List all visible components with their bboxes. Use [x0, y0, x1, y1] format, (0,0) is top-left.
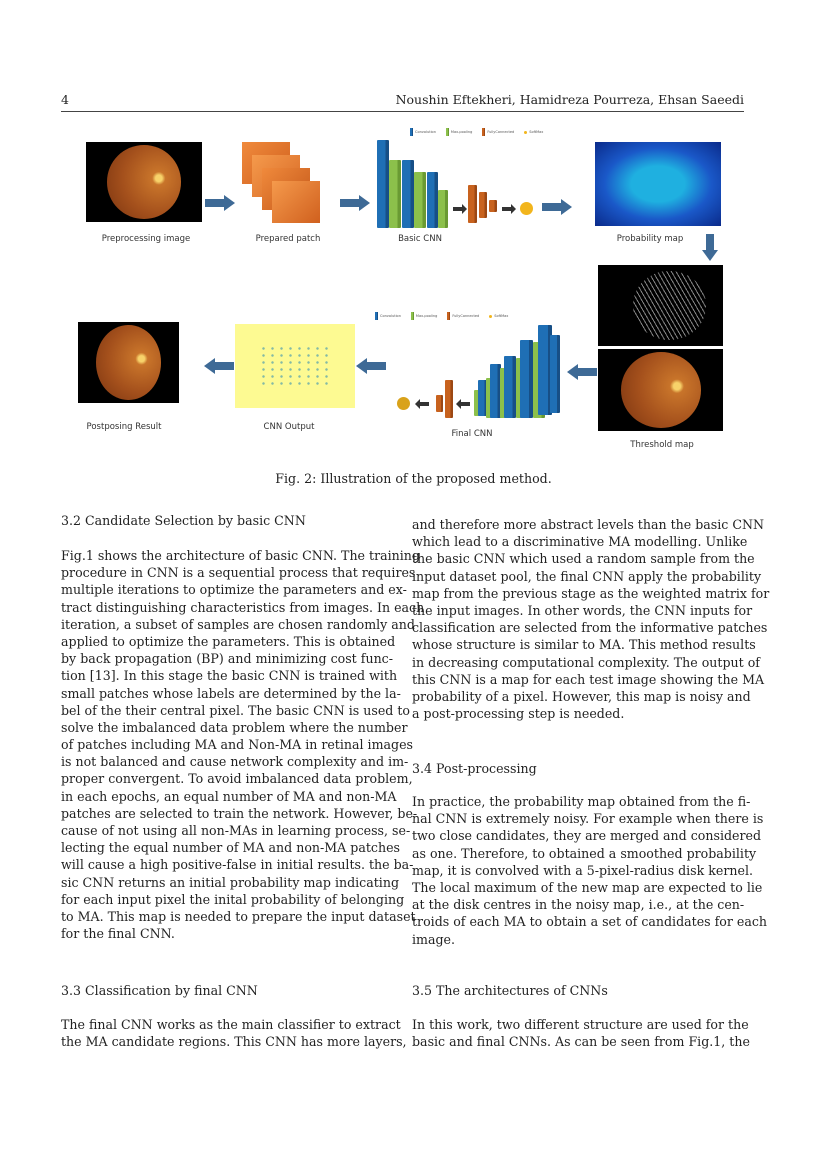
text-line: map, it is convolved with a 5-pixel-radius disk kernel. — [412, 862, 753, 878]
text-line: applied to optimize the parameters. This is obtained — [61, 633, 396, 649]
text-line: tion [13]. In this stage the basic CNN is trained with — [61, 668, 398, 684]
text-line: troids of each MA to obtain a set of candidates for each — [412, 914, 768, 930]
paragraph-3-4 — [412, 793, 768, 948]
text-line: small patches whose labels are determined by the la- — [61, 685, 401, 701]
probability-map-image — [595, 142, 721, 226]
figure-caption: Fig. 2: Illustration of the proposed method. — [275, 471, 552, 486]
arrow-right-icon — [542, 199, 572, 215]
section-heading-3-2: 3.2 Candidate Selection by basic CNN — [61, 513, 306, 528]
text-line: basic and final CNNs. As can be seen from Fig.1, the — [412, 1034, 750, 1050]
text-line: to MA. This map is needed to prepare the input dataset — [61, 908, 416, 924]
paragraph-3-3 — [61, 1016, 407, 1050]
paragraph-3-3-continued — [412, 516, 770, 722]
label-basic-cnn: Basic CNN — [398, 234, 442, 244]
text-line: cause of not using all non-MAs in learning process, se- — [61, 823, 411, 838]
text-line: in each epochs, an equal number of MA and non-MA — [61, 788, 397, 804]
text-line: nal CNN is extremely noisy. For example when there is — [412, 811, 764, 827]
arrow-left-icon — [204, 358, 234, 374]
arrow-right-icon — [340, 195, 370, 211]
text-line: Fig.1 shows the architecture of basic CNN. The training — [61, 548, 420, 563]
arrow-left-icon — [356, 358, 386, 374]
text-line: map from the previous stage as the weighted matrix for — [412, 585, 770, 601]
text-line: image. — [412, 931, 455, 947]
text-line: as one. Therefore, to obtained a smoothed probability — [412, 845, 757, 861]
label-postposing-result: Postposing Result — [86, 422, 162, 432]
text-line: the input images. In other words, the CNN inputs for — [412, 602, 753, 618]
text-line: is not balanced and cause network complexity and im- — [61, 754, 409, 770]
text-line: this CNN is a map for each test image showing the MA — [412, 671, 765, 687]
preprocessing-image — [86, 142, 202, 222]
arrow-left-icon — [567, 364, 597, 380]
cnn-output-image — [235, 324, 355, 408]
text-line: whose structure is similar to MA. This method results — [412, 637, 756, 653]
text-line: multiple iterations to optimize the parameters and ex- — [61, 582, 407, 598]
label-prepared-patch: Prepared patch — [255, 234, 321, 244]
text-line: tract distinguishing characteristics from images. In each — [61, 599, 425, 615]
text-line: in decreasing computational complexity. The output of — [412, 654, 760, 670]
text-line: iteration, a subset of samples are chosen randomly and — [61, 616, 415, 632]
text-line: probability of a pixel. However, this map is noisy and — [412, 688, 751, 704]
text-line: procedure in CNN is a sequential process that requires — [61, 565, 416, 581]
label-cnn-output: CNN Output — [263, 422, 315, 432]
text-line: by back propagation (BP) and minimizing cost func- — [61, 651, 393, 667]
text-line: for each input pixel the inital probability of belonging — [61, 891, 405, 907]
text-line: The local maximum of the new map are expected to lie — [412, 879, 763, 895]
text-line: In this work, two different structure are used for the — [412, 1017, 749, 1032]
text-line: the MA candidate regions. This CNN has more layers, — [61, 1034, 407, 1050]
text-line: input dataset pool, the final CNN apply the probability — [412, 568, 762, 584]
text-line: bel of the their central pixel. The basic CNN is used to — [61, 702, 411, 718]
arrow-down-icon — [702, 234, 718, 262]
text-line: two close candidates, they are merged and considered — [412, 828, 762, 844]
text-line: solve the imbalanced data problem where the number — [61, 719, 408, 735]
header-rule — [61, 111, 744, 112]
section-heading-3-5: 3.5 The architectures of CNNs — [412, 983, 608, 998]
text-line: In practice, the probability map obtained from the fi- — [412, 794, 751, 809]
text-line: The final CNN works as the main classifier to extract — [61, 1017, 401, 1032]
page-number: 4 — [61, 92, 69, 107]
postposing-result-image — [78, 322, 179, 403]
text-line: of patches including MA and Non-MA in retinal images — [61, 737, 414, 753]
text-line: the basic CNN which used a random sample from the — [412, 551, 755, 567]
text-line: patches are selected to train the network. However, be- — [61, 805, 418, 821]
label-threshold-map: Threshold map — [630, 440, 694, 450]
text-line: classification are selected from the informative patches — [412, 620, 768, 636]
label-preprocessing: Preprocessing image — [101, 234, 191, 244]
text-line: which lead to a discriminative MA modelling. Unlike — [412, 534, 748, 550]
text-line: lecting the equal number of MA and non-MA patches — [61, 840, 400, 856]
running-header-authors: Noushin Eftekheri, Hamidreza Pourreza, Ehsan Saeedi — [395, 92, 744, 107]
text-line: and therefore more abstract levels than the basic CNN — [412, 517, 764, 532]
label-probability-map: Probability map — [616, 234, 684, 244]
binary-map-image — [598, 265, 723, 346]
section-heading-3-4: 3.4 Post-processing — [412, 761, 537, 776]
text-line: will cause a high positive-false in initial results. the ba- — [61, 857, 414, 873]
paragraph-3-5 — [412, 1016, 750, 1050]
legend-final: Convolution Max-pooling FullyConnected SoftMax — [375, 312, 508, 320]
text-line: sic CNN returns an initial probability map indicating — [61, 874, 400, 890]
section-heading-3-3: 3.3 Classification by final CNN — [61, 983, 258, 998]
text-line: at the disk centres in the noisy map, i.e., at the cen- — [412, 897, 745, 913]
text-line: a post-processing step is needed. — [412, 706, 625, 722]
text-line: for the final CNN. — [61, 926, 175, 942]
paragraph-3-2 — [61, 547, 425, 942]
label-final-cnn: Final CNN — [451, 429, 493, 439]
threshold-map-image — [598, 349, 723, 431]
legend-basic: Convolution Max-pooling FullyConnected SoftMax — [410, 128, 543, 136]
arrow-right-icon — [205, 195, 235, 211]
text-line: proper convergent. To avoid imbalanced data problem, — [61, 771, 413, 787]
